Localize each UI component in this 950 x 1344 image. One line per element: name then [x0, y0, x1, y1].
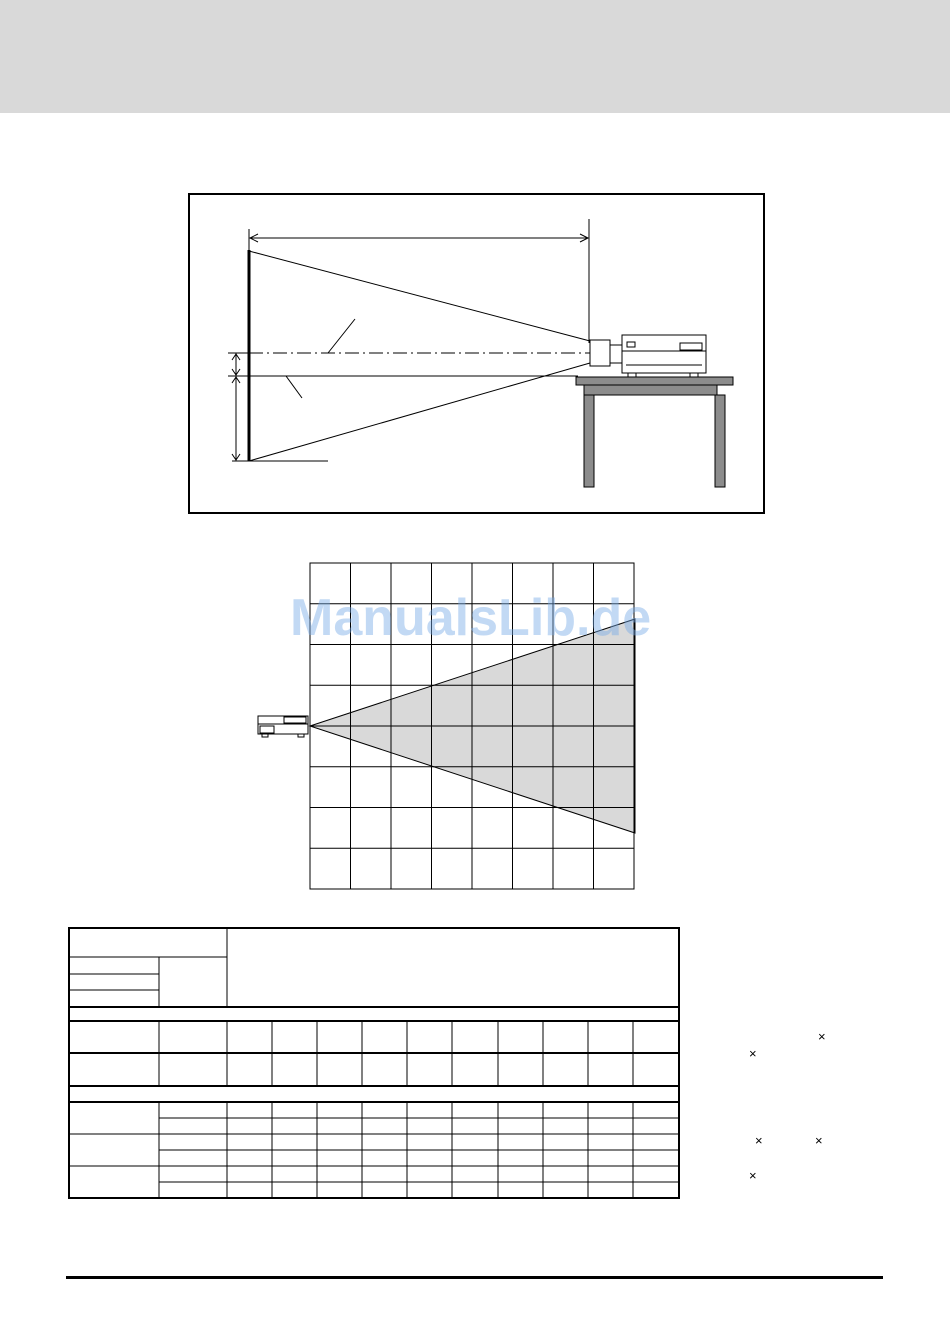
leader-line-axis	[328, 319, 355, 353]
distance-table	[67, 926, 682, 1201]
grid-drawing	[250, 560, 650, 892]
header-band	[0, 0, 950, 113]
side-view-drawing	[190, 195, 767, 516]
multiply-mark: ×	[755, 1133, 763, 1148]
projector-icon	[258, 716, 308, 737]
multiply-mark: ×	[818, 1029, 826, 1044]
side-notes	[740, 1020, 860, 1200]
footer-rule	[66, 1276, 883, 1279]
grid-lines	[310, 563, 634, 889]
table-icon	[576, 377, 733, 487]
leader-line-height	[286, 376, 302, 398]
multiply-mark: ×	[749, 1046, 757, 1061]
beam-upper-edge	[249, 251, 590, 341]
beam-lower-edge	[249, 363, 590, 461]
projection-side-view-diagram	[188, 193, 765, 514]
multiply-mark: ×	[749, 1168, 757, 1183]
watermark: ManualsLib.de	[290, 589, 652, 647]
projector-icon	[590, 335, 706, 377]
distance-table-grid	[67, 926, 682, 1201]
projection-grid-chart	[250, 560, 650, 892]
multiply-mark: ×	[815, 1133, 823, 1148]
